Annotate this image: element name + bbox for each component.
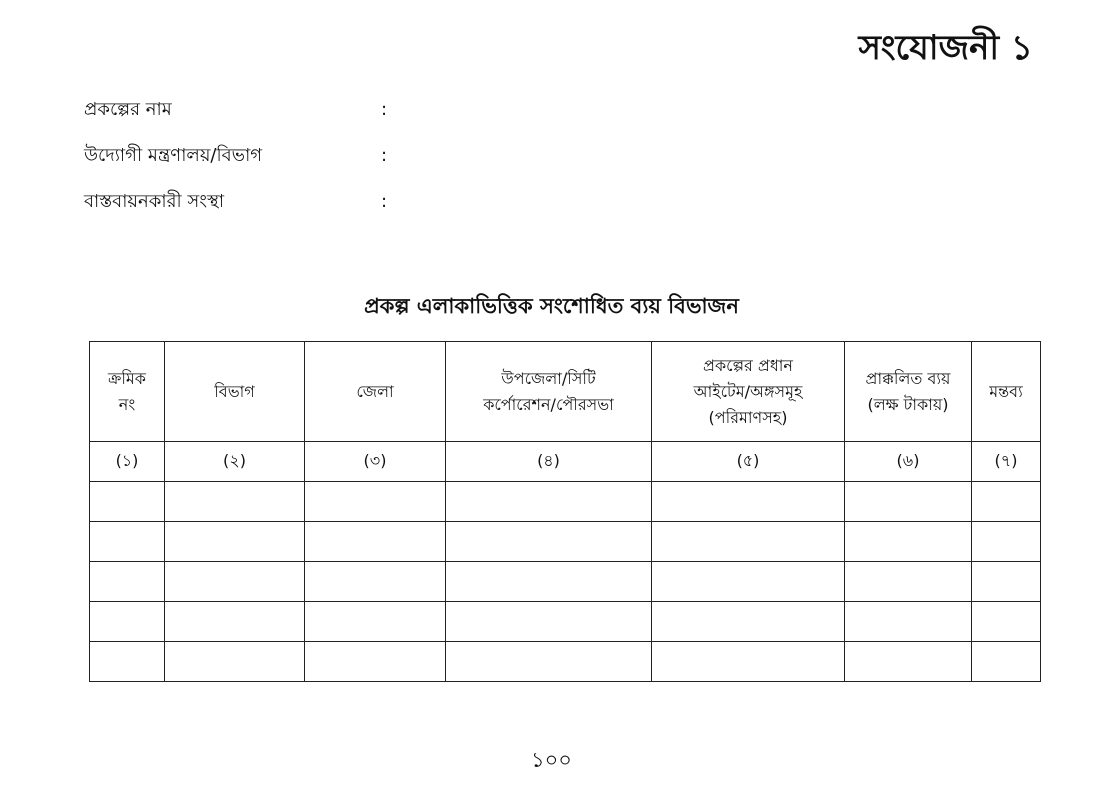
table-cell: [90, 482, 165, 522]
table-cell: [165, 522, 305, 562]
header-remarks: মন্তব্য: [972, 342, 1041, 442]
table-cell: [165, 642, 305, 682]
table-header-row: [90, 342, 1041, 442]
table-row: [90, 642, 1041, 682]
table-cell: [305, 562, 446, 602]
table-row: [90, 602, 1041, 642]
table-cell: [972, 642, 1041, 682]
table-cell: [652, 562, 845, 602]
column-number: (৩): [305, 442, 446, 482]
table-cell: [652, 522, 845, 562]
table-cell: [305, 642, 446, 682]
table-cell: [845, 642, 972, 682]
header-estimated-cost: প্রাক্কলিত ব্যয় (লক্ষ টাকায়): [845, 342, 972, 442]
table-cell: [446, 522, 652, 562]
info-label: বাস্তবায়নকারী সংস্থা: [84, 191, 225, 212]
info-label: প্রকল্পের নাম: [84, 99, 172, 120]
table-cell: [446, 642, 652, 682]
table-cell: [972, 522, 1041, 562]
column-number: (১): [90, 442, 165, 482]
table-cell: [305, 482, 446, 522]
table-cell: [446, 482, 652, 522]
header-upazila: উপজেলা/সিটি কর্পোরেশন/পৌরসভা: [446, 342, 652, 442]
info-label: উদ্যোগী মন্ত্রণালয়/বিভাগ: [84, 145, 263, 166]
table-cell: [165, 482, 305, 522]
header-main-items: প্রকল্পের প্রধান আইটেম/অঙ্গসমূহ (পরিমাণসহ): [652, 342, 845, 442]
column-number: (৫): [652, 442, 845, 482]
table-cell: [652, 602, 845, 642]
table-cell: [90, 642, 165, 682]
table-cell: [165, 602, 305, 642]
table-cell: [845, 562, 972, 602]
appendix-title: সংযোজনী ১: [858, 28, 1033, 68]
table-cell: [90, 522, 165, 562]
table-cell: [972, 482, 1041, 522]
info-colon: :: [381, 99, 388, 120]
table-row: [90, 482, 1041, 522]
column-number: (৭): [972, 442, 1041, 482]
table-cell: [305, 522, 446, 562]
column-number: (৬): [845, 442, 972, 482]
table-cell: [652, 482, 845, 522]
table-cell: [446, 562, 652, 602]
page-number: ১০০: [531, 748, 572, 772]
cost-allocation-table: [89, 341, 1041, 682]
table-cell: [305, 602, 446, 642]
column-number-row: [90, 442, 1041, 482]
table-cell: [165, 562, 305, 602]
table-cell: [845, 522, 972, 562]
header-serial-no: ক্রমিক নং: [90, 342, 165, 442]
header-district: জেলা: [305, 342, 446, 442]
table-row: [90, 562, 1041, 602]
header-division: বিভাগ: [165, 342, 305, 442]
table-cell: [972, 602, 1041, 642]
table-cell: [90, 602, 165, 642]
table-cell: [845, 482, 972, 522]
info-colon: :: [381, 145, 388, 166]
column-number: (৪): [446, 442, 652, 482]
table-cell: [90, 562, 165, 602]
table-cell: [652, 642, 845, 682]
table-title: প্রকল্প এলাকাভিত্তিক সংশোধিত ব্যয় বিভাজন: [364, 294, 739, 318]
table-cell: [446, 602, 652, 642]
table-cell: [845, 602, 972, 642]
column-number: (২): [165, 442, 305, 482]
info-colon: :: [381, 191, 388, 212]
table-row: [90, 522, 1041, 562]
table-cell: [972, 562, 1041, 602]
